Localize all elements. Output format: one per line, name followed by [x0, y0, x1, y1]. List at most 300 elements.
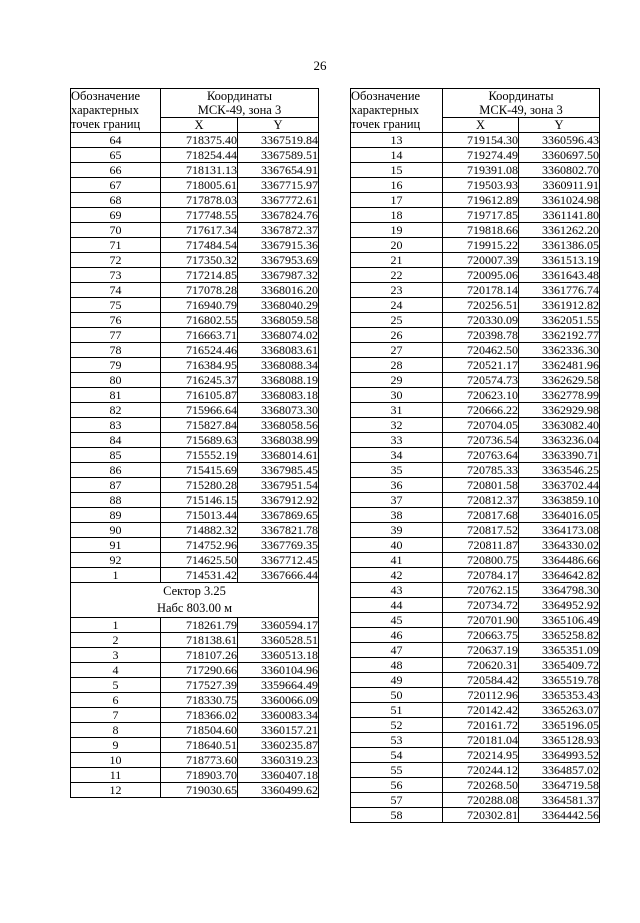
x-value: 720763.64 [443, 448, 519, 463]
y-value: 3360911.91 [519, 178, 600, 193]
table-row [351, 628, 600, 643]
y-value: 3361643.48 [519, 268, 600, 283]
point-label-header [71, 89, 161, 133]
table-row [351, 583, 600, 598]
point-id: 72 [71, 253, 161, 268]
table-row [351, 598, 600, 613]
table-row [351, 178, 600, 193]
table-row [71, 448, 319, 463]
y-value: 3365106.49 [519, 613, 600, 628]
y-value: 3364952.92 [519, 598, 600, 613]
y-value: 3360594.17 [238, 618, 319, 633]
point-id: 75 [71, 298, 161, 313]
y-value: 3365409.72 [519, 658, 600, 673]
y-value: 3361776.74 [519, 283, 600, 298]
point-id: 37 [351, 493, 443, 508]
y-value: 3364330.02 [519, 538, 600, 553]
table-row [351, 298, 600, 313]
point-id: 8 [71, 723, 161, 738]
point-id: 42 [351, 568, 443, 583]
point-id: 89 [71, 508, 161, 523]
y-value: 3367712.45 [238, 553, 319, 568]
x-value: 719612.89 [443, 193, 519, 208]
y-value: 3364993.52 [519, 748, 600, 763]
x-value: 718254.44 [161, 148, 238, 163]
table-row [71, 343, 319, 358]
table-row [71, 268, 319, 283]
table-row [351, 313, 600, 328]
point-id: 52 [351, 718, 443, 733]
y-value: 3364581.37 [519, 793, 600, 808]
x-value: 715013.44 [161, 508, 238, 523]
x-value: 718138.61 [161, 633, 238, 648]
table-row [71, 553, 319, 568]
x-value: 720734.72 [443, 598, 519, 613]
table-row [71, 178, 319, 193]
sector-header [71, 583, 319, 618]
x-value: 717527.39 [161, 678, 238, 693]
page-number: 26 [313, 58, 327, 73]
y-value: 3362192.77 [519, 328, 600, 343]
x-value: 720256.51 [443, 298, 519, 313]
table-row [351, 433, 600, 448]
x-value: 720620.31 [443, 658, 519, 673]
x-value: 718640.51 [161, 738, 238, 753]
point-id: 71 [71, 238, 161, 253]
point-id: 65 [71, 148, 161, 163]
table-row [351, 523, 600, 538]
x-value: 717214.85 [161, 268, 238, 283]
table-row [351, 268, 600, 283]
point-id: 7 [71, 708, 161, 723]
y-value: 3365519.78 [519, 673, 600, 688]
y-value: 3365353.43 [519, 688, 600, 703]
point-id: 85 [71, 448, 161, 463]
point-id: 34 [351, 448, 443, 463]
table-row [351, 373, 600, 388]
point-id: 54 [351, 748, 443, 763]
point-id: 81 [71, 388, 161, 403]
table-row [351, 613, 600, 628]
y-value: 3367654.91 [238, 163, 319, 178]
x-value: 720244.12 [443, 763, 519, 778]
sector-title: Сектор 3.25 [163, 584, 226, 598]
table-row [351, 553, 600, 568]
x-value: 720574.73 [443, 373, 519, 388]
table-row [351, 448, 600, 463]
point-id: 21 [351, 253, 443, 268]
x-value: 718366.02 [161, 708, 238, 723]
point-id: 33 [351, 433, 443, 448]
table-row [351, 163, 600, 178]
point-label-line: точек границ [351, 117, 421, 131]
y-value: 3368088.19 [238, 373, 319, 388]
x-value: 714882.32 [161, 523, 238, 538]
table-row [351, 643, 600, 658]
y-value: 3364486.66 [519, 553, 600, 568]
x-value: 716940.79 [161, 298, 238, 313]
point-label-line: Обозначение [71, 89, 141, 103]
y-value: 3360528.51 [238, 633, 319, 648]
point-id: 56 [351, 778, 443, 793]
table-row [71, 298, 319, 313]
point-id: 79 [71, 358, 161, 373]
x-value: 715280.28 [161, 478, 238, 493]
y-value: 3362629.58 [519, 373, 600, 388]
point-id: 53 [351, 733, 443, 748]
point-id: 55 [351, 763, 443, 778]
y-value: 3367519.84 [238, 133, 319, 148]
point-id: 24 [351, 298, 443, 313]
table-row [351, 463, 600, 478]
table-row [71, 708, 319, 723]
y-value: 3367715.97 [238, 178, 319, 193]
y-value: 3359664.49 [238, 678, 319, 693]
point-id: 22 [351, 268, 443, 283]
table-row [71, 663, 319, 678]
x-value: 718107.26 [161, 648, 238, 663]
x-value: 717617.34 [161, 223, 238, 238]
table-row [351, 343, 600, 358]
right-table-body [351, 89, 600, 823]
table-row [71, 648, 319, 663]
point-id: 77 [71, 328, 161, 343]
table-row [351, 238, 600, 253]
y-value: 3362051.55 [519, 313, 600, 328]
y-header: Y [519, 118, 600, 133]
point-id: 3 [71, 648, 161, 663]
table-row [351, 208, 600, 223]
point-id: 6 [71, 693, 161, 708]
table-row [351, 223, 600, 238]
y-value: 3365258.82 [519, 628, 600, 643]
x-value: 719274.49 [443, 148, 519, 163]
point-id: 13 [351, 133, 443, 148]
x-value: 720181.04 [443, 733, 519, 748]
table-row [351, 793, 600, 808]
y-value: 3363702.44 [519, 478, 600, 493]
table-row [351, 688, 600, 703]
table-row [71, 523, 319, 538]
x-value: 720663.75 [443, 628, 519, 643]
y-value: 3367772.61 [238, 193, 319, 208]
point-id: 30 [351, 388, 443, 403]
sector-row [71, 583, 319, 618]
x-value: 720462.50 [443, 343, 519, 358]
y-value: 3361513.19 [519, 253, 600, 268]
sector-subtitle: Набс 803.00 м [156, 601, 233, 615]
table-row [351, 673, 600, 688]
y-value: 3364798.30 [519, 583, 600, 598]
y-value: 3364173.08 [519, 523, 600, 538]
x-value: 720178.14 [443, 283, 519, 298]
coords-header-line: Координаты [488, 89, 554, 103]
table-row [71, 753, 319, 768]
table-row [351, 283, 600, 298]
point-id: 38 [351, 508, 443, 523]
x-value: 718261.79 [161, 618, 238, 633]
table-row [71, 328, 319, 343]
y-value: 3361912.82 [519, 298, 600, 313]
point-id: 92 [71, 553, 161, 568]
table-row [71, 208, 319, 223]
y-value: 3362336.30 [519, 343, 600, 358]
y-value: 3367821.78 [238, 523, 319, 538]
table-row [351, 748, 600, 763]
point-id: 64 [71, 133, 161, 148]
point-id: 76 [71, 313, 161, 328]
x-value: 720521.17 [443, 358, 519, 373]
x-value: 716663.71 [161, 328, 238, 343]
y-value: 3367666.44 [238, 568, 319, 583]
coords-header-line: МСК-49, зона 3 [197, 103, 282, 117]
table-row [351, 508, 600, 523]
x-value: 720817.52 [443, 523, 519, 538]
y-value: 3362778.99 [519, 388, 600, 403]
table-row [71, 538, 319, 553]
x-value: 719391.08 [443, 163, 519, 178]
point-id: 70 [71, 223, 161, 238]
x-value: 720762.15 [443, 583, 519, 598]
x-value: 714625.50 [161, 553, 238, 568]
table-row [71, 478, 319, 493]
y-value: 3360235.87 [238, 738, 319, 753]
y-value: 3362481.96 [519, 358, 600, 373]
table-row [71, 313, 319, 328]
point-id: 82 [71, 403, 161, 418]
x-value: 720584.42 [443, 673, 519, 688]
table-row [71, 388, 319, 403]
x-value: 720398.78 [443, 328, 519, 343]
x-value: 715966.64 [161, 403, 238, 418]
y-value: 3360697.50 [519, 148, 600, 163]
table-row [71, 403, 319, 418]
x-value: 719717.85 [443, 208, 519, 223]
y-value: 3360083.34 [238, 708, 319, 723]
x-value: 719154.30 [443, 133, 519, 148]
table-row [71, 223, 319, 238]
x-value: 720736.54 [443, 433, 519, 448]
y-value: 3365351.09 [519, 643, 600, 658]
y-value: 3360596.43 [519, 133, 600, 148]
x-value: 716105.87 [161, 388, 238, 403]
x-header: X [443, 118, 519, 133]
y-value: 3360499.62 [238, 783, 319, 798]
y-value: 3360319.23 [238, 753, 319, 768]
point-id: 78 [71, 343, 161, 358]
x-value: 719818.66 [443, 223, 519, 238]
y-value: 3364642.82 [519, 568, 600, 583]
point-id: 67 [71, 178, 161, 193]
y-value: 3367824.76 [238, 208, 319, 223]
table-row [71, 693, 319, 708]
table-row [71, 358, 319, 373]
table-row [71, 723, 319, 738]
y-value: 3363082.40 [519, 418, 600, 433]
x-value: 720800.75 [443, 553, 519, 568]
y-value: 3368016.20 [238, 283, 319, 298]
table-row [351, 538, 600, 553]
x-value: 718903.70 [161, 768, 238, 783]
y-header: Y [238, 118, 319, 133]
point-id: 87 [71, 478, 161, 493]
x-value: 720704.05 [443, 418, 519, 433]
y-value: 3364857.02 [519, 763, 600, 778]
point-label-line: точек границ [71, 117, 141, 131]
point-id: 41 [351, 553, 443, 568]
point-id: 1 [71, 618, 161, 633]
point-id: 23 [351, 283, 443, 298]
y-value: 3364016.05 [519, 508, 600, 523]
left-table-body [71, 89, 319, 798]
table-row [71, 463, 319, 478]
coords-header-line: Координаты [206, 89, 273, 103]
point-id: 15 [351, 163, 443, 178]
y-value: 3367912.92 [238, 493, 319, 508]
table-row [351, 133, 600, 148]
table-row [71, 193, 319, 208]
point-id: 4 [71, 663, 161, 678]
table-row [71, 493, 319, 508]
x-value: 718005.61 [161, 178, 238, 193]
y-value: 3361024.98 [519, 193, 600, 208]
x-value: 719030.65 [161, 783, 238, 798]
header-row [71, 89, 319, 118]
x-value: 720214.95 [443, 748, 519, 763]
table-row [71, 678, 319, 693]
y-value: 3367987.32 [238, 268, 319, 283]
y-value: 3368088.34 [238, 358, 319, 373]
point-id: 50 [351, 688, 443, 703]
y-value: 3360407.18 [238, 768, 319, 783]
x-value: 715689.63 [161, 433, 238, 448]
table-row [71, 238, 319, 253]
table-row [71, 633, 319, 648]
y-value: 3368083.61 [238, 343, 319, 358]
table-row [71, 133, 319, 148]
y-value: 3365128.93 [519, 733, 600, 748]
point-id: 18 [351, 208, 443, 223]
point-id: 84 [71, 433, 161, 448]
x-value: 720007.39 [443, 253, 519, 268]
table-row [351, 328, 600, 343]
point-id: 47 [351, 643, 443, 658]
point-id: 45 [351, 613, 443, 628]
point-id: 14 [351, 148, 443, 163]
y-value: 3360104.96 [238, 663, 319, 678]
x-value: 720784.17 [443, 568, 519, 583]
point-id: 49 [351, 673, 443, 688]
x-value: 720817.68 [443, 508, 519, 523]
table-row [71, 148, 319, 163]
x-value: 720161.72 [443, 718, 519, 733]
y-value: 3367915.36 [238, 238, 319, 253]
x-value: 720623.10 [443, 388, 519, 403]
table-row [71, 283, 319, 298]
x-value: 720268.50 [443, 778, 519, 793]
table-row [71, 568, 319, 583]
table-row [71, 508, 319, 523]
x-value: 716524.46 [161, 343, 238, 358]
y-value: 3364442.56 [519, 808, 600, 823]
point-id: 17 [351, 193, 443, 208]
table-row [71, 373, 319, 388]
table-row [351, 733, 600, 748]
point-id: 69 [71, 208, 161, 223]
x-value: 718131.13 [161, 163, 238, 178]
table-row [351, 763, 600, 778]
table-row [351, 478, 600, 493]
point-id: 66 [71, 163, 161, 178]
table-row [351, 493, 600, 508]
point-id: 35 [351, 463, 443, 478]
x-header: X [161, 118, 238, 133]
point-id: 48 [351, 658, 443, 673]
x-value: 716384.95 [161, 358, 238, 373]
point-id: 19 [351, 223, 443, 238]
y-value: 3368074.02 [238, 328, 319, 343]
y-value: 3368040.29 [238, 298, 319, 313]
x-value: 715146.15 [161, 493, 238, 508]
x-value: 720288.08 [443, 793, 519, 808]
point-id: 83 [71, 418, 161, 433]
x-value: 716802.55 [161, 313, 238, 328]
table-row [351, 403, 600, 418]
point-id: 20 [351, 238, 443, 253]
point-id: 51 [351, 703, 443, 718]
x-value: 719503.93 [443, 178, 519, 193]
table-row [351, 658, 600, 673]
table-row [351, 808, 600, 823]
y-value: 3368059.58 [238, 313, 319, 328]
coordinates-table-left [70, 88, 319, 798]
x-value: 718375.40 [161, 133, 238, 148]
point-id: 32 [351, 418, 443, 433]
y-value: 3361262.20 [519, 223, 600, 238]
point-id: 11 [71, 768, 161, 783]
x-value: 719915.22 [443, 238, 519, 253]
x-value: 715827.84 [161, 418, 238, 433]
y-value: 3367985.45 [238, 463, 319, 478]
y-value: 3367951.54 [238, 478, 319, 493]
point-id: 9 [71, 738, 161, 753]
table-row [351, 148, 600, 163]
x-value: 720801.58 [443, 478, 519, 493]
point-id: 43 [351, 583, 443, 598]
y-value: 3363390.71 [519, 448, 600, 463]
y-value: 3368083.18 [238, 388, 319, 403]
y-value: 3361386.05 [519, 238, 600, 253]
x-value: 714752.96 [161, 538, 238, 553]
y-value: 3368058.56 [238, 418, 319, 433]
point-id: 90 [71, 523, 161, 538]
point-id: 57 [351, 793, 443, 808]
point-id: 10 [71, 753, 161, 768]
x-value: 720112.96 [443, 688, 519, 703]
table-row [71, 618, 319, 633]
point-id: 88 [71, 493, 161, 508]
point-id: 26 [351, 328, 443, 343]
point-id: 91 [71, 538, 161, 553]
x-value: 717748.55 [161, 208, 238, 223]
y-value: 3367953.69 [238, 253, 319, 268]
point-label-header [351, 89, 443, 133]
x-value: 720302.81 [443, 808, 519, 823]
point-label-line: характерных [71, 103, 139, 117]
x-value: 720637.19 [443, 643, 519, 658]
point-id: 74 [71, 283, 161, 298]
table-row [351, 703, 600, 718]
